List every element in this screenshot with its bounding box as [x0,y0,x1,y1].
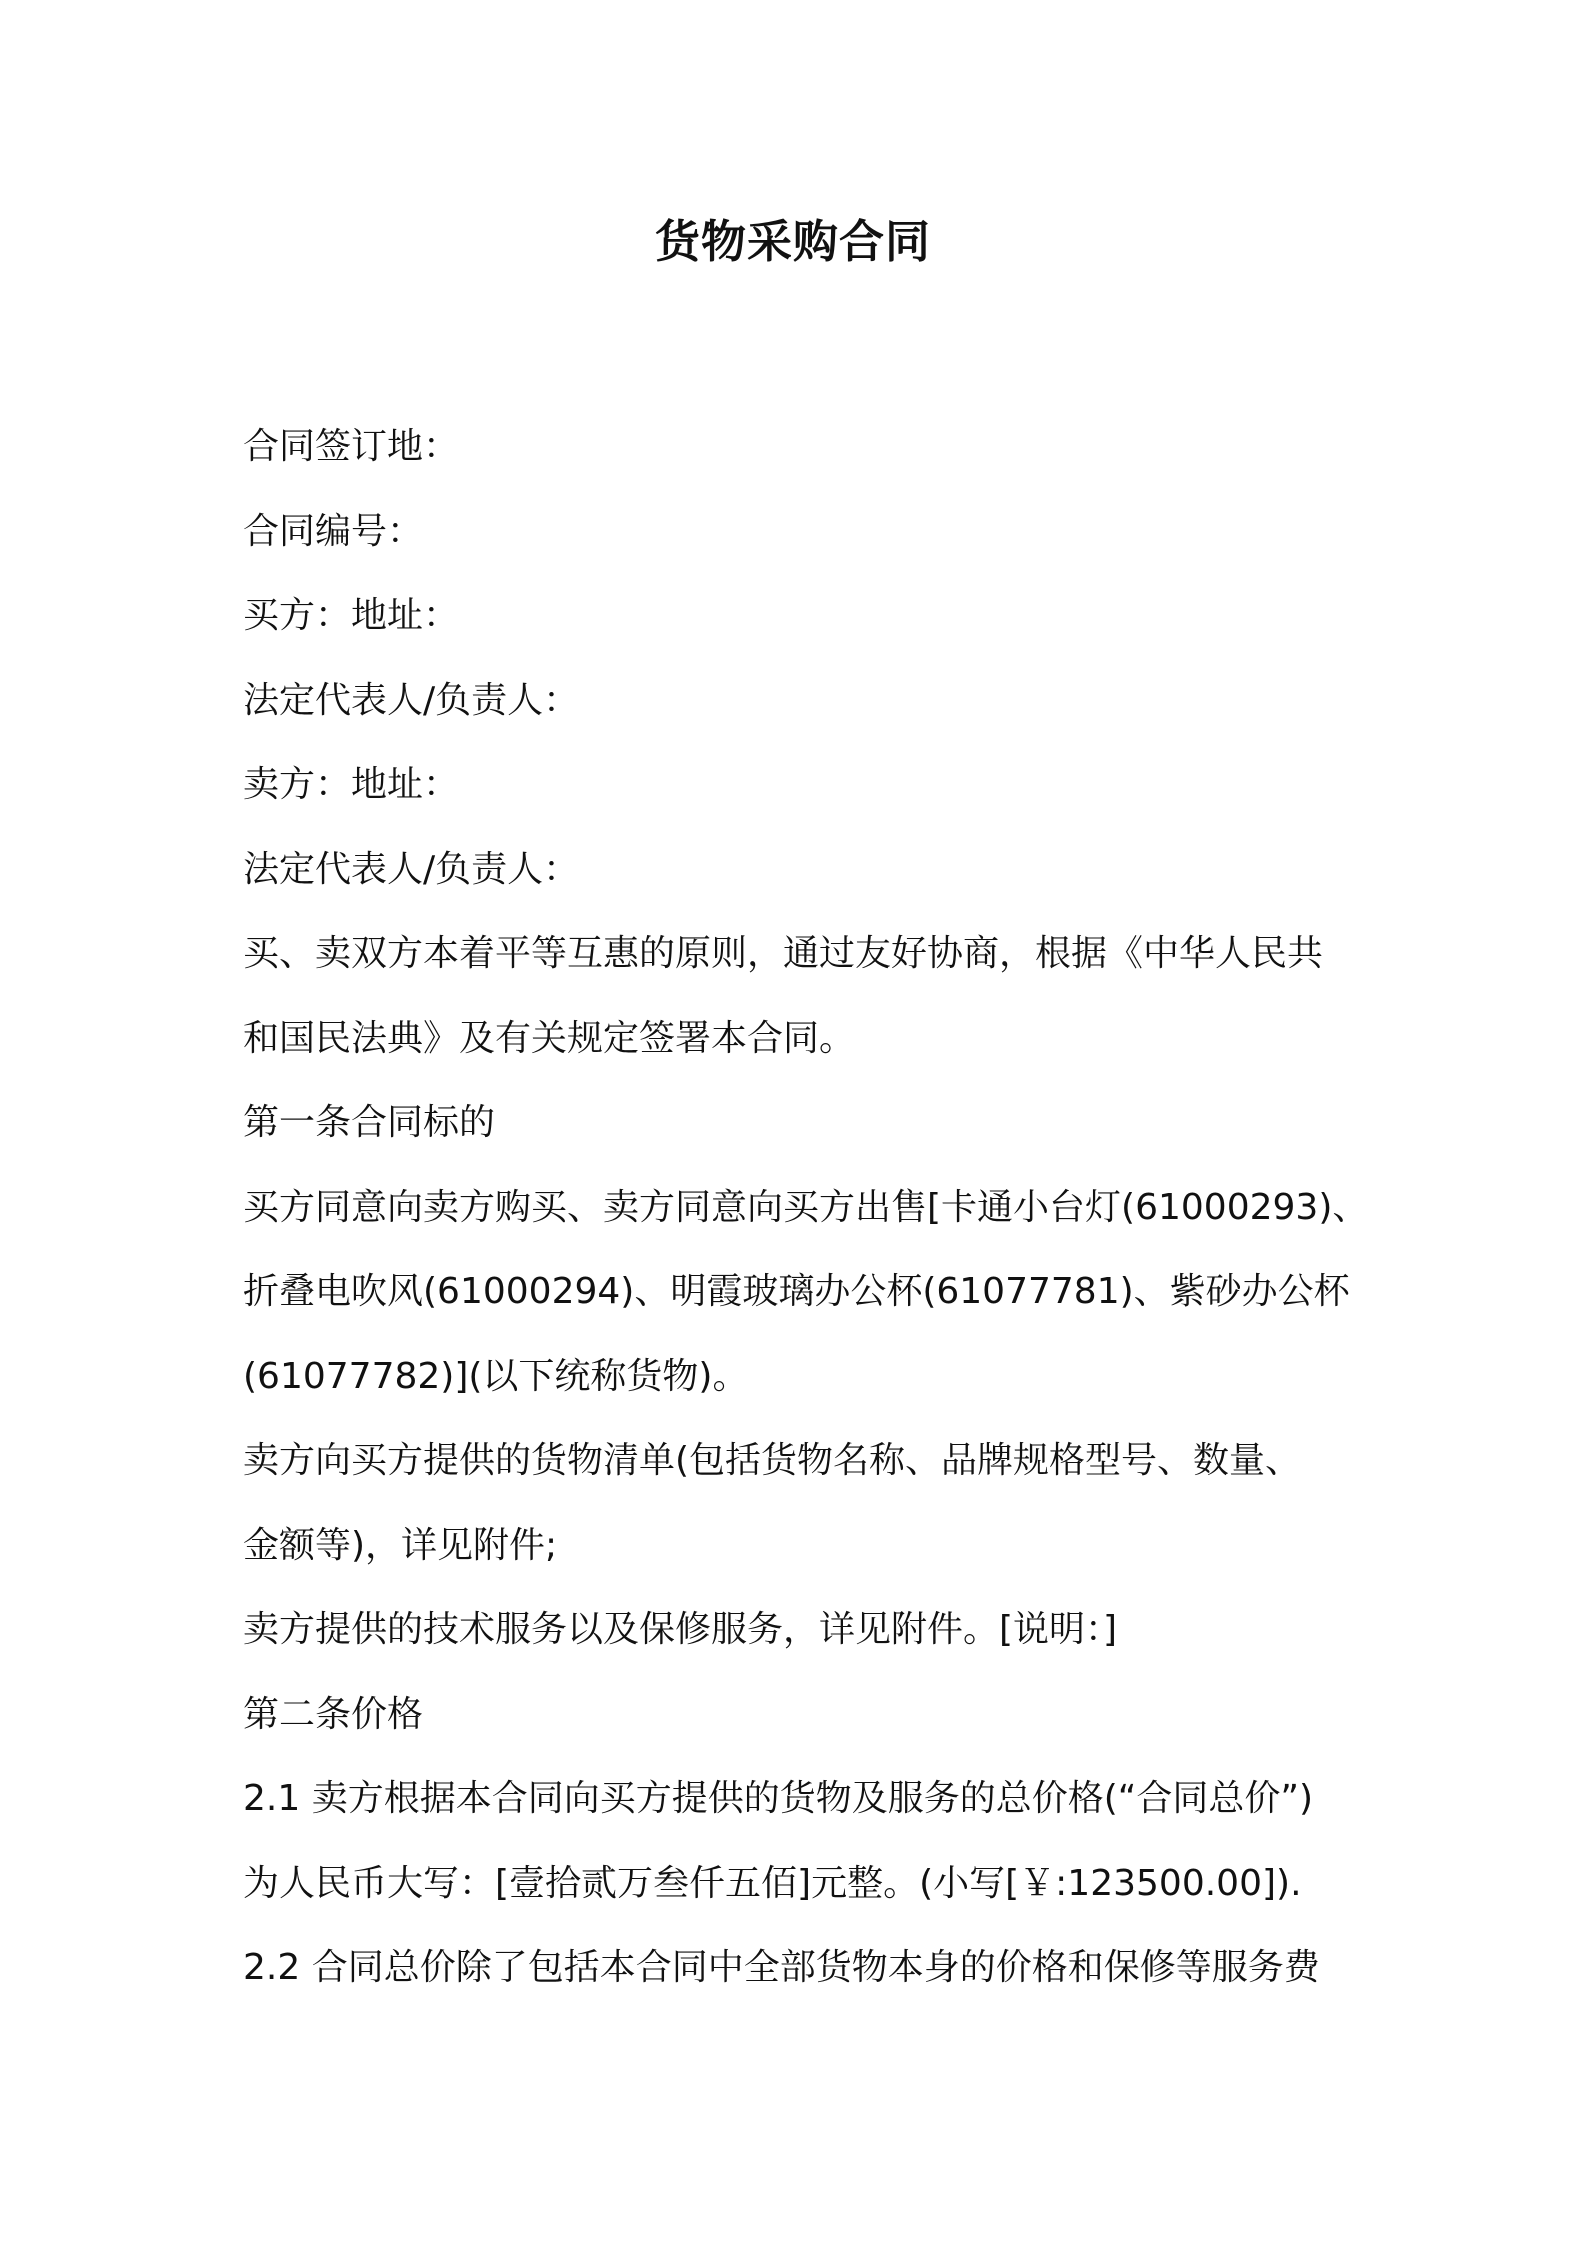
article-1-text-line-3: (61077782)](以下统称货物)。 [243,1355,749,1397]
article-1-text-line-2: 折叠电吹风(61000294)、明霞玻璃办公杯(61077781)、紫砂办公杯 [243,1271,1350,1312]
clause-2-1-line-2: 为人民币大写：[壹拾贰万叁仟五佰]元整。(小写[￥:123500.00]). [243,1862,1302,1904]
article-2-heading: 第二条价格 [243,1693,424,1735]
article-1-heading: 第一条合同标的 [243,1102,496,1143]
goods-list-line-2: 金额等)，详见附件; [243,1524,558,1566]
clause-2-2-line-1: 2.2 合同总价除了包括本合同中全部货物本身的价格和保修等服务费 [243,1947,1320,1988]
contract-signing-place: 合同签订地： [243,426,460,467]
buyer-address: 买方：地址： [243,595,460,636]
preamble-line-2: 和国民法典》及有关规定签署本合同。 [243,1017,856,1059]
preamble-line-1: 买、卖双方本着平等互惠的原则，通过友好协商，根据《中华人民共 [243,933,1324,974]
seller-legal-representative: 法定代表人/负责人： [243,848,580,890]
contract-number: 合同编号： [243,510,424,552]
article-1-text-line-1: 买方同意向卖方购买、卖方同意向买方出售[卡通小台灯(61000293)、 [243,1186,1369,1228]
buyer-legal-representative: 法定代表人/负责人： [243,679,580,721]
clause-2-1-line-1: 2.1 卖方根据本合同向买方提供的货物及服务的总价格(“合同总价”) [243,1778,1314,1819]
goods-list-line-1: 卖方向买方提供的货物清单(包括货物名称、品牌规格型号、数量、 [243,1440,1302,1481]
document-body [243,405,1393,2011]
seller-address: 卖方：地址： [243,764,460,805]
service-note: 卖方提供的技术服务以及保修服务，详见附件。[说明：] [243,1609,1118,1650]
document-title: 货物采购合同 [654,215,931,268]
